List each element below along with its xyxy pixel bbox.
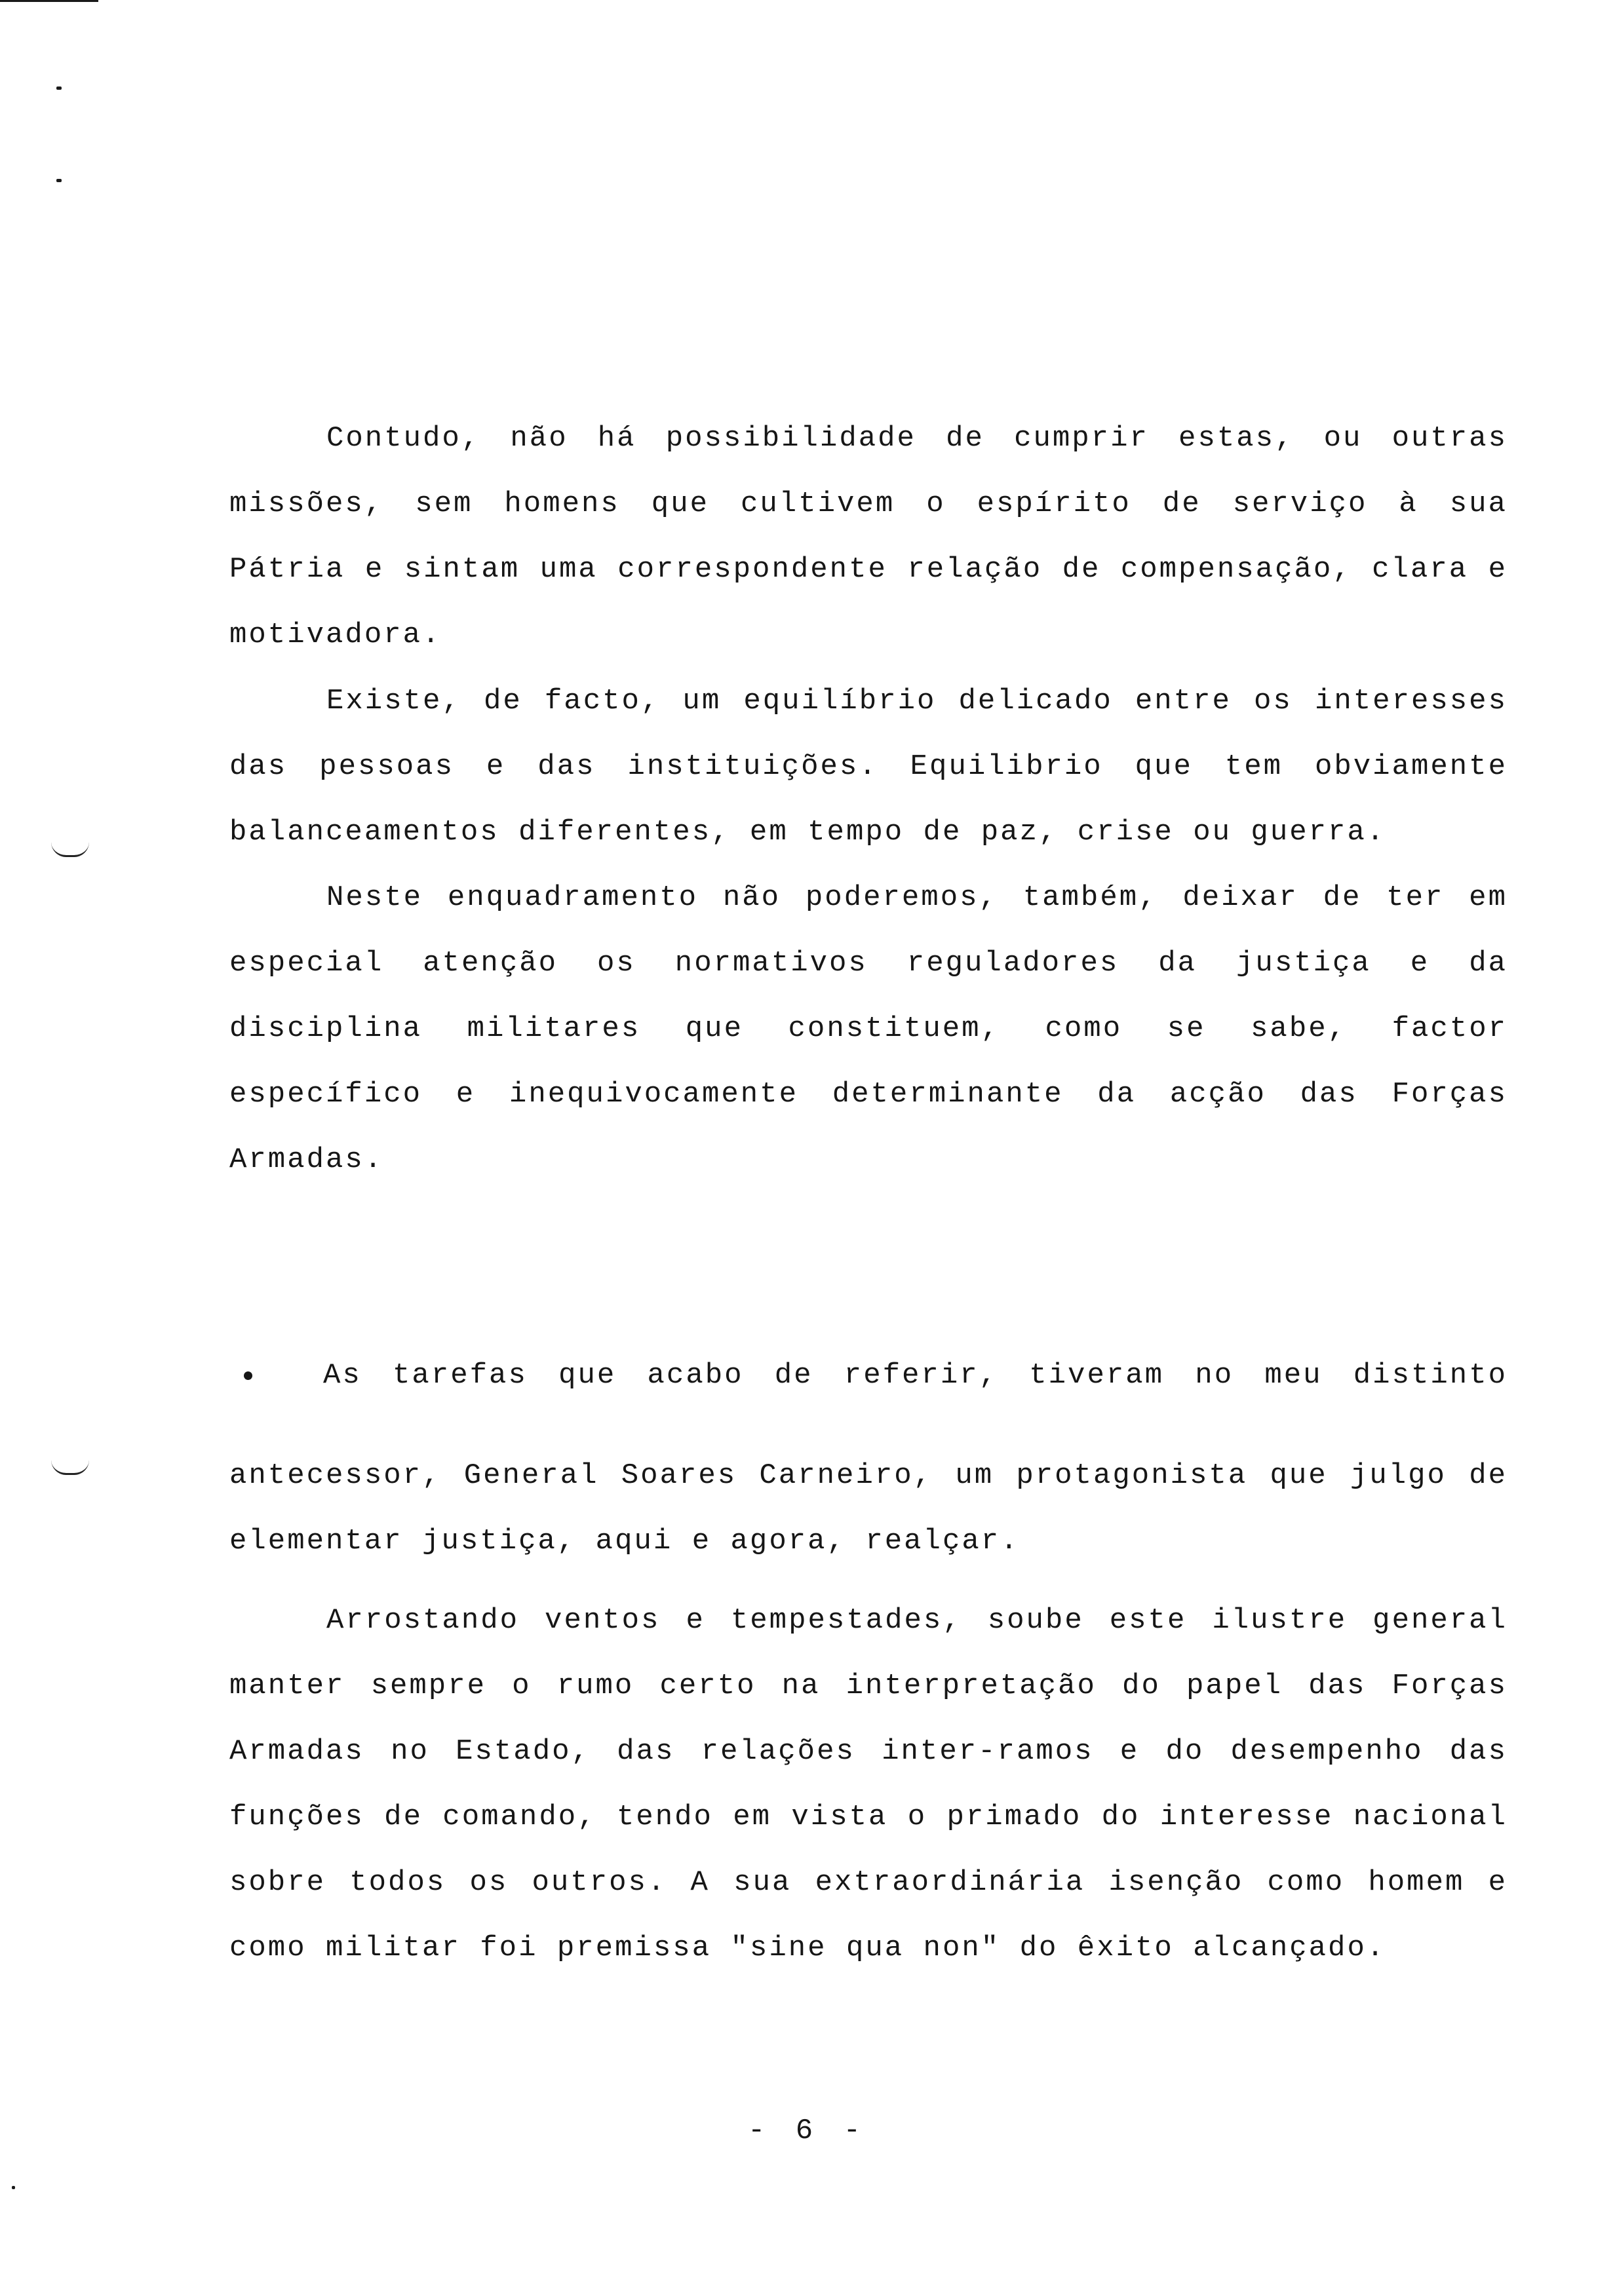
scan-speck <box>12 2186 15 2189</box>
scan-speck <box>56 86 62 90</box>
binding-hole-mark <box>51 842 89 857</box>
scan-speck <box>56 179 62 182</box>
bullet-item <box>229 1343 1508 1408</box>
bullet-continuation: antecessor, General Soares Carneiro, um protagonista que julgo de elementar justiça, aqui e agora, realçar. <box>229 1459 1508 1558</box>
paragraph-military-justice: Neste enquadramento não poderemos, também, deixar de ter em especial atenção os normativos reguladores da justiça e da disciplina militares que constituem, como se sabe, factor específico e inequivocamente determinante da acção das Forças Armadas. <box>229 881 1508 1176</box>
bullet-first-line: As tarefas que acabo de referir, tiveram no meu distinto <box>323 1359 1508 1392</box>
paragraph-equilibrium: Existe, de facto, um equilíbrio delicado entre os interesses das pessoas e das instituições. Equilibrio que tem obviamente balanceamentos diferentes, em tempo de paz, crise ou guerra. <box>229 685 1508 849</box>
paragraph-missions: Contudo, não há possibilidade de cumprir estas, ou outras missões, sem homens que cultivem o espírito de serviço à sua Pátria e sintam uma correspondente relação de compensação, clara e motivadora. <box>229 422 1508 651</box>
scan-edge-line <box>0 0 98 2</box>
paragraph-tribute: Arrostando ventos e tempestades, soube este ilustre general manter sempre o rumo certo na interpretação do papel das Forças Armadas no Estado, das relações inter-ramos e do desempenho das funções de comando, tendo em vista o primado do interesse nacional sobre todos os outros. A sua extraordinária isenção como homem e como militar foi premissa "sine qua non" do êxito alcançado. <box>229 1604 1508 1964</box>
page-number: - 6 - <box>747 2114 868 2147</box>
binding-hole-mark <box>51 1460 89 1475</box>
bullet-dot-icon <box>244 1371 252 1380</box>
